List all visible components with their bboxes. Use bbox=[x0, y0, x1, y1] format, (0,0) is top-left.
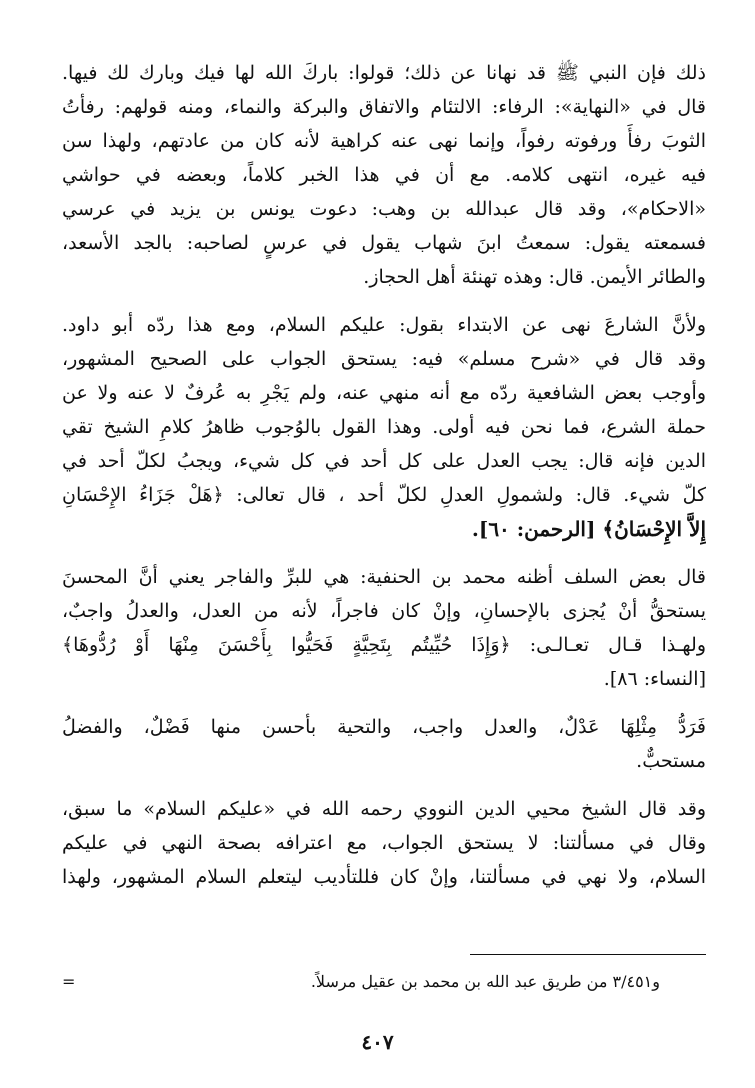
paragraph-gap bbox=[62, 696, 706, 710]
text-line: كلّ شيء. قال: ولشمولِ العدلِ لكلّ أحد ، قال تعالى: ﴿هَلْ جَزَاءُ الإِحْسَانِ bbox=[62, 484, 706, 506]
paragraph-gap bbox=[62, 778, 706, 792]
text-line: يستحقُّ أنْ يُجزى بالإحسانِ، وإنْ كان فاجراً، لأنه من العدل، والعدلُ واجبٌ، bbox=[62, 600, 706, 622]
text-line: حملة الشرع، فما نحن فيه أولى. وهذا القول بالوُجوب ظاهرُ كلامِ الشيخ تقي bbox=[62, 416, 706, 438]
text-line: مستحبٌّ. bbox=[636, 750, 706, 772]
text-line: الدين فإنه قال: يجب العدل على كل أحد في كل شيء، ويجبُ لكلّ أحد في bbox=[62, 450, 706, 472]
footnote-text: و٣/٤٥١ من طريق عبد الله بن محمد بن عقيل مرسلاً. bbox=[310, 972, 660, 991]
quran-verse-line: إِلاَّ الإِحْسَانُ﴾ [الرحمن: ٦٠]. bbox=[471, 517, 706, 541]
page-number: ٤٠٧ bbox=[361, 1030, 394, 1054]
paragraph-gap bbox=[62, 294, 706, 308]
text-line: وقال في مسألتنا: لا يستحق الجواب، مع اعترافه بصحة النهي في عليكم bbox=[62, 832, 706, 854]
paragraph-1 bbox=[62, 56, 706, 294]
text-line: وقد قال الشيخ محيي الدين النووي رحمه الله في «عليكم السلام» ما سبق، bbox=[62, 798, 706, 820]
text-line: الثوبَ رفأً ورفوته رفواً، وإنما نهى عنه كراهية لأنه كان من عادتهم، ولهذا سن bbox=[62, 130, 706, 152]
text-line: فسمعته يقول: سمعتُ ابنَ شهاب يقول في عرسٍ لصاحبه: بالجد الأسعد، bbox=[62, 232, 706, 254]
paragraph-gap bbox=[62, 546, 706, 560]
text-line: «الاحكام»، وقد قال عبدالله بن وهب: دعوت يونس بن يزيد في عرسي bbox=[62, 198, 706, 220]
text-line: والطائر الأيمن. قال: وهذه تهنئة أهل الحجاز. bbox=[363, 266, 706, 288]
text-line: وقد قال في «شرح مسلم» فيه: يستحق الجواب على الصحيح المشهور، bbox=[62, 348, 706, 370]
footnote-marker: = bbox=[62, 972, 76, 991]
text-line: قال بعض السلف أظنه محمد بن الحنفية: هي للبرِّ والفاجر يعني أنَّ المحسنَ bbox=[62, 566, 706, 588]
footnote bbox=[62, 968, 706, 996]
footnote-separator bbox=[470, 954, 706, 955]
paragraph-3 bbox=[62, 560, 706, 696]
paragraph-5 bbox=[62, 792, 706, 894]
text-line: وأوجب بعض الشافعية ردّه مع أنه منهي عنه، ولم يَجْرِ به عُرفٌ لا عنه ولا عن bbox=[62, 382, 706, 404]
text-line: السلام، ولا نهي في مسألتنا، وإنْ كان فللتأديب ليتعلم السلام المشهور، ولهذا bbox=[62, 866, 706, 888]
page-body bbox=[62, 56, 706, 894]
paragraph-4 bbox=[62, 710, 706, 778]
text-line: فَرَدُّ مِثْلِهَا عَدْلٌ، والعدل واجب، والتحية بأحسن منها فَضْلٌ، والفضلُ bbox=[62, 716, 706, 738]
quran-verse-line: ولهـذا قـال تعـالـى: ﴿وَإِذَا حُيِّيتُم بِتَحِيَّةٍ فَحَيُّوا بِأَحْسَنَ مِنْهَا أَوْ رُدُّوهَا﴾ bbox=[62, 634, 706, 656]
text-line: قال في «النهاية»: الرفاء: الالتئام والاتفاق والبركة والنماء، ومنه قولهم: رفأتُ bbox=[62, 96, 706, 118]
text-line: فيه غيره، انتهى كلامه. مع أن في هذا الخبر كلاماً، وبعضه في حواشي bbox=[62, 164, 706, 186]
text-line: [النساء: ٨٦]. bbox=[603, 668, 706, 690]
text-line: ذلك فإن النبي ﷺ قد نهانا عن ذلك؛ قولوا: باركَ الله لها فيك وبارك لك فيها. bbox=[62, 62, 706, 84]
text-line: ولأنَّ الشارعَ نهى عن الابتداء بقول: عليكم السلام، ومع هذا ردّه أبو داود. bbox=[62, 314, 706, 336]
paragraph-2 bbox=[62, 308, 706, 546]
